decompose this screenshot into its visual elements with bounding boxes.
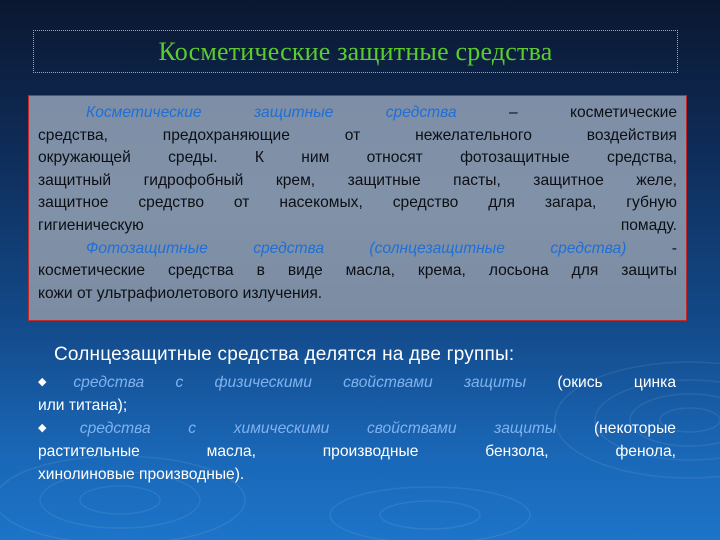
definition-dash: – <box>456 104 570 121</box>
definition-line: окружающей среды. К ним относят фотозащитные средства, <box>38 149 677 167</box>
definition-term: Косметические защитные средства <box>86 104 457 121</box>
definition-line <box>38 238 677 261</box>
definition-line: защитное средство от насекомых, средство для загара, губную <box>38 194 677 212</box>
group-detail: (некоторые <box>556 420 676 437</box>
group-detail-line: хинолиновые производные). <box>38 466 245 483</box>
group-item-physical <box>38 371 676 394</box>
definition-line: защитный гидрофобный крем, защитные пасты, защитное желе, <box>38 171 677 189</box>
groups-list <box>38 371 676 486</box>
definition-line: косметические средства в виде масла, крема, лосьона для защиты <box>38 262 677 280</box>
definition-text: косметические <box>570 104 677 121</box>
group-item-chemical <box>38 417 676 440</box>
group-detail-line: растительные масла, производные бензола, фенола, <box>38 443 676 460</box>
group-detail: (окись цинка <box>526 374 676 391</box>
definition-line <box>38 102 677 125</box>
group-detail-line: или титана); <box>38 397 128 414</box>
title-box <box>33 30 678 73</box>
definition-line: гигиеническую помаду. <box>38 216 677 234</box>
groups-heading: Солнцезащитные средства делятся на две группы: <box>54 344 515 365</box>
definition-dash: - <box>626 239 677 257</box>
photoprotective-term: Фотозащитные средства (солнцезащитные средства) <box>86 239 627 257</box>
definition-line: кожи от ультрафиолетового излучения. <box>38 284 323 302</box>
group-term: средства с физическими свойствами защиты <box>73 374 527 391</box>
diamond-bullet-icon: ◆ <box>38 422 80 434</box>
diamond-bullet-icon: ◆ <box>38 376 74 388</box>
page-title: Косметические защитные средства <box>158 36 553 66</box>
definition-line: средства, предохраняющие от нежелательного воздействия <box>38 126 677 144</box>
definition-box <box>28 95 687 321</box>
group-term: средства с химическими свойствами защиты <box>79 420 557 437</box>
